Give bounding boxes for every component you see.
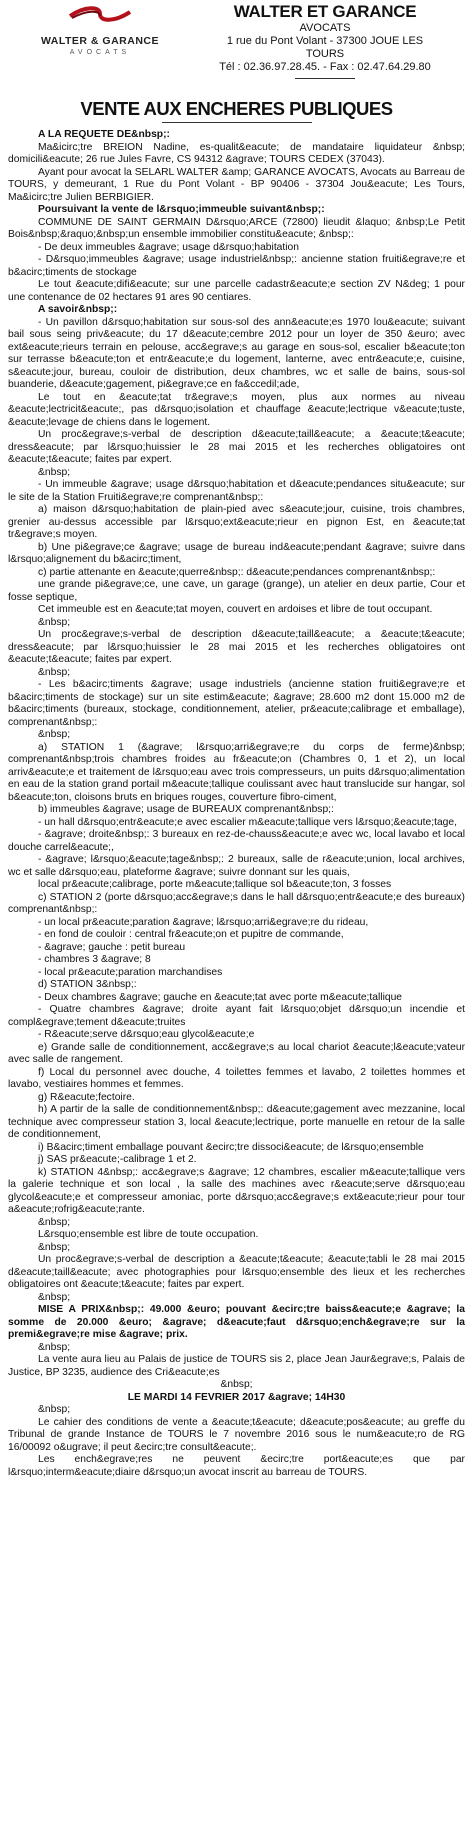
paragraph-p4: Poursuivant la vente de l&rsquo;immeuble suivant&nbsp;: (38, 204, 325, 215)
paragraph-p46: j) SAS pr&eacute;-calibrage 1 et 2. (38, 1154, 197, 1165)
firm-address-line-2: TOURS (305, 48, 345, 60)
paragraph-p58: &nbsp; (38, 1404, 71, 1415)
paragraph-p53: MISE A PRIX&nbsp;: 49.000 &euro; pouvant &ecirc;tre baiss&eacute;e &agrave; la somme de 20.000 &euro; &agrave; d&eacute;faut d&rsquo;ench&egrave;re sur la premi&egrave;re mise &agrave; prix. (8, 1304, 465, 1340)
paragraph-p19: Cet immeuble est en &eacute;tat moyen, couvert en ardoises et libre de tout occupant. (38, 604, 433, 615)
paragraph-p31: c) STATION 2 (porte d&rsquo;acc&egrave;s dans le hall d&rsquo;entr&eacute;e des bureaux) comprenant&nbsp;: (8, 891, 465, 915)
paragraph-p10: - Un pavillon d&rsquo;habitation sur sous-sol des ann&eacute;es 1970 lou&eacute; suivant bail sous seing priv&eacute; du 17 d&eacute;cembre 2012 pour un loyer de 350 &euro; avec ext&eacute;rieurs terrain en pelouse, acc&egrave;s au garage en sous-sol, escalier b&eacute;ton sur terrasse b&eacute;ton et entr&eacute;e du logement, lanterne, avec entr&eacute;e, cuisine, s&eacute;jour, bureau, couloir de distribution, deux chambres, wc et salle de bains, sous-sol buanderie, d&eacute;gagement, pi&egrave;ce en fa&ccedil;ade, (8, 316, 465, 390)
paragraph-p13: &nbsp; (38, 466, 71, 478)
notice-body (0, 123, 473, 1479)
paragraph-p49: L&rsquo;ensemble est libre de toute occupation. (38, 1229, 259, 1240)
paragraph-p6: - De deux immeubles &agrave; usage d&rsquo;habitation (38, 241, 300, 253)
paragraph-p21: Un proc&egrave;s-verbal de description d&eacute;taill&eacute; a &eacute;t&eacute; dress&eacute; par l&rsquo;huissier le 28 mai 2015 et les recherches obligatoires ont &eacute;t&eacute; faites par expert. (8, 629, 465, 665)
paragraph-p15: a) maison d&rsquo;habitation de plain-pied avec s&eacute;jour, cuisine, trois chambres, grenier au-dessus accessible par l&rsquo;ext&eacute;rieur en pignon Est, en &eacute;tat tr&egrave;s moyen. (8, 504, 465, 540)
paragraph-p30: local pr&eacute;calibrage, porte m&eacute;tallique sol b&eacute;ton, 3 fosses (38, 879, 392, 890)
paragraph-p44: h) A partir de la salle de conditionnement&nbsp;: d&eacute;gagement avec mezzanine, local technique avec compresseur station 3, local &eacute;lectrique, porte manuelle en retour de la salle de conditionnement, (8, 1104, 465, 1140)
paragraph-p7: - D&rsquo;immeubles &agrave; usage industriel&nbsp;: ancienne station fruiti&egrave;re et b&acirc;timents de stockage (8, 254, 465, 278)
header (0, 0, 473, 92)
paragraph-p50: &nbsp; (38, 1241, 71, 1253)
paragraph-p38: - Deux chambres &agrave; gauche en &eacute;tat avec porte m&eacute;tallique (38, 991, 403, 1003)
paragraph-p47: k) STATION 4&nbsp;: acc&egrave;s &agrave; 12 chambres, escalier m&eacute;tallique vers la galerie technique et son local , la salle des machines avec r&eacute;serve d&rsquo;eau glycol&eacute;e et compresseur amoniac, porte d&rsquo;acc&egrave;s ext&eacute;rieur pour tour a&eacute;rofrig&eacute;rante. (8, 1166, 465, 1215)
firm-phone-fax: Tél : 02.36.97.28.45. - Fax : 02.47.64.29.80 (219, 61, 431, 73)
paragraph-p42: f) Local du personnel avec douche, 4 toilettes femmes et lavabo, 2 toilettes hommes et lavabo, vestiaires hommes et femmes. (8, 1066, 465, 1090)
paragraph-p35: - chambres 3 &agrave; 8 (38, 954, 151, 965)
paragraph-p57: LE MARDI 14 FEVRIER 2017 &agrave; 14H30 (127, 1391, 346, 1403)
paragraph-p9: A savoir&nbsp;: (38, 304, 118, 315)
paragraph-p27: - un hall d&rsquo;entr&eacute;e avec escalier m&eacute;tallique vers l&rsquo;&eacute;tage, (38, 816, 457, 828)
paragraph-p28: - &agrave; droite&nbsp;: 3 bureaux en rez-de-chauss&eacute;e avec wc, local lavabo et local douche carrel&eacute;, (8, 829, 465, 853)
paragraph-p34: - &agrave; gauche : petit bureau (38, 941, 186, 953)
paragraph-p52: &nbsp; (38, 1291, 71, 1303)
paragraph-p24: &nbsp; (38, 729, 71, 740)
paragraph-p39: - Quatre chambres &agrave; droite ayant fait l&rsquo;objet d&rsquo;un incendie et compl&egrave;tement d&eacute;truites (8, 1004, 465, 1028)
paragraph-p55: La vente aura lieu au Palais de justice de TOURS sis 2, place Jean Jaur&egrave;s, Palais de Justice, BP 3235, audience des Cri&eacute;es (8, 1354, 465, 1378)
firm-subtitle: AVOCATS (299, 22, 351, 34)
paragraph-p3: Ayant pour avocat la SELARL WALTER &amp; GARANCE AVOCATS, Avocats au Barreau de TOURS, y demeurant, 1 Rue du Pont Volant - BP 90406 - 37304 Jou&eacute; Les Tours, Ma&icirc;tre Julien BERBIGIER. (8, 166, 465, 203)
paragraph-p32: - un local pr&eacute;paration &agrave; l&rsquo;arri&egrave;re du rideau, (38, 916, 369, 928)
paragraph-p11: Le tout en &eacute;tat tr&egrave;s moyen, plus aux normes au niveau &eacute;lectricit&eacute;, pas d&rsquo;isolation et chauffage &eacute;lectrique v&eacute;tuste, &eacute;levage de chiens dans le logement. (8, 391, 465, 428)
paragraph-p37: d) STATION 3&nbsp;: (38, 979, 137, 990)
paragraph-p45: i) B&acirc;timent emballage pouvant &ecirc;tre dissoci&eacute; de l&rsquo;ensemble (38, 1141, 424, 1153)
paragraph-p14: - Un immeuble &agrave; usage d&rsquo;habitation et d&eacute;pendances situ&eacute; sur le site de la Station Fruiti&egrave;re comprenant&nbsp;: (8, 479, 465, 503)
firm-divider (295, 78, 355, 79)
paragraph-p22: &nbsp; (38, 666, 71, 678)
notice-title: VENTE AUX ENCHERES PUBLIQUES (80, 98, 393, 119)
paragraph-p23: - Les b&acirc;timents &agrave; usage industriels (ancienne station fruiti&egrave;re et b&acirc;timents de stockage) sur un site estim&eacute; &agrave; 28.600 m2 dont 15.000 m2 de b&acirc;timents (bureaux, stockage, conditionnement, atelier, pr&eacute;calibrage et emballage), comprenant&nbsp;: (8, 679, 465, 728)
paragraph-p41: e) Grande salle de conditionnement, acc&egrave;s au local chariot &eacute;l&eacute;vateur avec salle de rangement. (8, 1041, 465, 1065)
paragraph-p20: &nbsp; (38, 616, 71, 628)
paragraph-p1: A LA REQUETE DE&nbsp;: (38, 129, 170, 140)
firm-name: WALTER ET GARANCE (233, 2, 417, 21)
paragraph-p5: COMMUNE DE SAINT GERMAIN D&rsquo;ARCE (72800) lieudit &laquo; &nbsp;Le Petit Bois&nbsp;&raquo;&nbsp;un ensemble immobilier constitu&eacute; &nbsp;: (8, 216, 465, 240)
firm-address-line-1: 1 rue du Pont Volant - 37300 JOUE LES (226, 35, 424, 47)
paragraph-p33: - en fond de couloir : central fr&eacute;on et pupitre de commande, (38, 929, 344, 940)
logo-ribbon-icon (30, 6, 170, 24)
paragraph-p36: - local pr&eacute;paration marchandises (38, 966, 223, 978)
paragraph-p12: Un proc&egrave;s-verbal de description d&eacute;taill&eacute; a &eacute;t&eacute; dress&eacute; par l&rsquo;huissier le 28 mai 2015 et les recherches obligatoires ont &eacute;t&eacute; faites par expert. (8, 429, 465, 465)
paragraph-p59: Le cahier des conditions de vente a &eacute;t&eacute; d&eacute;pos&eacute; au greffe du Tribunal de grande Instance de TOURS le 7 novembre 2016 sous le num&eacute;ro de RG 16/00092 o&ugrave; il peut &ecirc;tre consult&eacute;. (8, 1416, 465, 1453)
paragraph-p16: b) Une pi&egrave;ce &agrave; usage de bureau ind&eacute;pendant &agrave; suivre dans l&rsquo;alignement du b&acirc;timent, (8, 541, 465, 565)
logo-text: WALTER & GARANCE (40, 35, 160, 47)
paragraph-p60: Les ench&egrave;res ne peuvent &ecirc;tre port&eacute;es que par l&rsquo;interm&eacute;diaire d&rsquo;un avocat inscrit au barreau de TOURS. (8, 1454, 465, 1478)
paragraph-p43: g) R&eacute;fectoire. (38, 1091, 135, 1103)
paragraph-p54: &nbsp; (38, 1341, 71, 1353)
firm-block (180, 2, 470, 79)
paragraph-p40: - R&eacute;serve d&rsquo;eau glycol&eacute;e (38, 1029, 255, 1040)
paragraph-p8: Le tout &eacute;difi&eacute; sur une parcelle cadastr&eacute;e section ZV N&deg; 1 pour une contenance de 02 hectares 91 ares 90 centiares. (8, 279, 465, 303)
paragraph-p17: c) partie attenante en &eacute;querre&nbsp;: d&eacute;pendances comprenant&nbsp;: (38, 566, 436, 578)
paragraph-p29: - &agrave; l&rsquo;&eacute;tage&nbsp;: 2 bureaux, salle de r&eacute;union, local archives, wc et salle d&rsquo;eau, plateforme &agrave; suivre donnant sur les quais, (8, 854, 465, 878)
paragraph-p48: &nbsp; (38, 1216, 71, 1228)
paragraph-p51: Un proc&egrave;s-verbal de description a &eacute;t&eacute; &eacute;tabli le 28 mai 2015 d&eacute;taill&eacute; avec photographies pour l&rsquo;ensemble des lieux et les recherches obligatoires ont &eacute;t&eacute; faites par expert. (8, 1254, 465, 1290)
logo-subtext: AVOCATS (69, 49, 131, 56)
paragraph-p18: une grande pi&egrave;ce, une cave, un garage (grange), un atelier en deux partie, Cour et fosse septique, (8, 579, 465, 603)
paragraph-p56: &nbsp; (220, 1379, 253, 1390)
paragraph-p25: a) STATION 1 (&agrave; l&rsquo;arri&egrave;re du corps de ferme)&nbsp; comprenant&nbsp;trois chambres froides au fr&eacute;on (Chambres 0, 1 et 2), un local arriv&eacute;e et traitement de l&rsquo;eau avec trois compresseurs, un puits d&rsquo;alimentation en eau de la station grand portail m&eacute;tallique coulissant avec haut translucide sur hangar, sol b&eacute;ton, cloisons bruts en briques rouges, couverture fibro-ciment, (8, 741, 465, 803)
paragraph-p26: b) immeubles &agrave; usage de BUREAUX comprenant&nbsp;: (38, 804, 334, 815)
paragraph-p2: Ma&icirc;tre BREION Nadine, es-qualit&eacute; de mandataire liquidateur &nbsp; domicili&eacute; 26 rue Jules Favre, CS 94312 &agrave; TOURS CEDEX (37043). (8, 141, 465, 165)
firm-logo (30, 6, 170, 56)
